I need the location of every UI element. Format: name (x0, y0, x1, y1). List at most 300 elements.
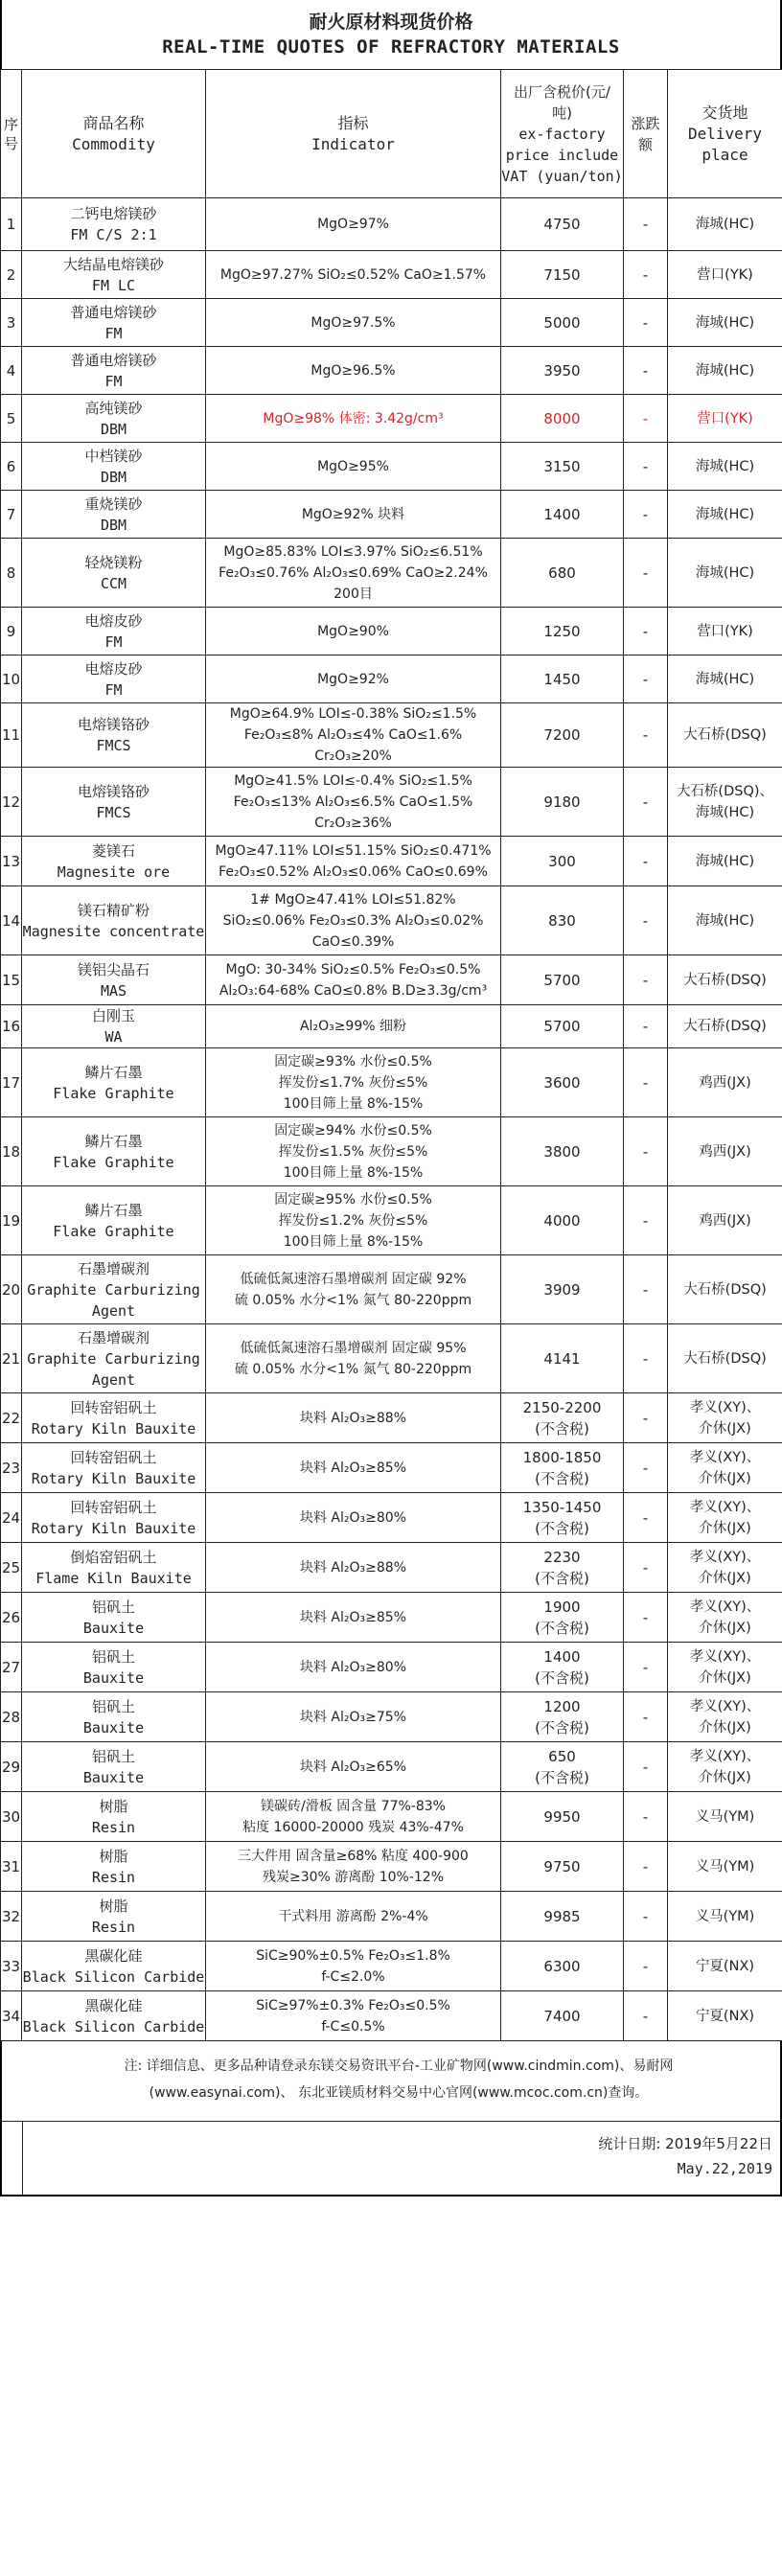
cell-price (501, 1005, 624, 1048)
indicator-line: MgO≥97% (317, 217, 389, 232)
delivery-place-line: 大石桥(DSQ) (683, 1281, 767, 1298)
commodity-name-en: DBM (100, 468, 127, 486)
commodity-name-zh: 铝矾土 (91, 1747, 135, 1765)
header-place-zh: 交货地 (702, 103, 748, 122)
cell-indicator (206, 1692, 501, 1742)
cell-price (501, 1543, 624, 1593)
cell-place (668, 1493, 782, 1543)
header-place-en: Delivery place (687, 124, 763, 164)
commodity-name-en: Resin (91, 1918, 136, 1936)
price-line: 4141 (543, 1349, 581, 1368)
cell-index (1, 656, 22, 703)
header-row (1, 70, 782, 198)
cell-price (501, 491, 624, 539)
commodity-name-en: Flake Graphite (53, 1153, 174, 1171)
indicator-line: MgO≥92% 块料 (301, 506, 405, 522)
price-line: 7400 (543, 2007, 581, 2025)
price-line: 680 (548, 564, 576, 582)
price-change: - (642, 1211, 649, 1230)
header-indicator (206, 70, 501, 198)
price-line: (不含税) (535, 1469, 589, 1487)
cell-index (1, 1593, 22, 1643)
row-number: 10 (1, 670, 21, 688)
indicator-line: Fe₂O₃≤0.52% Al₂O₃≤0.06% CaO≤0.69% (218, 863, 488, 880)
commodity-name-en: Rotary Kiln Bauxite (31, 1519, 196, 1537)
commodity-name-zh: 回转窑铝矾土 (70, 1398, 157, 1416)
indicator-line: MgO≥92% (317, 671, 389, 687)
row-number: 7 (6, 505, 16, 523)
delivery-place-line: 介休(JX) (699, 1570, 751, 1586)
cell-indicator (206, 1593, 501, 1643)
row-number: 8 (6, 564, 16, 582)
cell-price (501, 1692, 624, 1742)
price-line: 9750 (543, 1857, 581, 1875)
commodity-name-zh: 铝矾土 (91, 1598, 135, 1616)
delivery-place-line: 介休(JX) (699, 1769, 751, 1785)
commodity-name-en: Magnesite ore (57, 862, 171, 881)
delivery-place-line: 孝义(XY)、 (689, 1499, 761, 1515)
cell-place (668, 1324, 782, 1393)
cell-indicator (206, 1255, 501, 1324)
table-row (1, 1692, 782, 1742)
indicator-line: 挥发份≤1.7% 灰份≤5% (278, 1074, 428, 1091)
cell-place (668, 1692, 782, 1742)
cell-index (1, 768, 22, 837)
table-row (1, 1593, 782, 1643)
price-line: 3800 (543, 1142, 581, 1161)
delivery-place-line: 介休(JX) (699, 1719, 751, 1736)
cell-change (624, 1117, 668, 1186)
commodity-name-en: Resin (91, 1868, 136, 1886)
price-change: - (642, 1558, 649, 1576)
cell-place (668, 1048, 782, 1117)
indicator-line: 干式料用 游离酚 2%-4% (278, 1908, 428, 1924)
commodity-name-en: Graphite Carburizing Agent (27, 1349, 200, 1389)
row-number: 11 (1, 726, 21, 744)
cell-index (1, 251, 22, 299)
commodity-name-en: DBM (100, 420, 127, 438)
cell-commodity (22, 1593, 206, 1643)
indicator-line: 低硫低氮速溶石墨增碳剂 固定碳 92% (240, 1271, 467, 1287)
commodity-name-zh: 树脂 (99, 1797, 128, 1815)
delivery-place-line: 鸡西(JX) (699, 1074, 751, 1091)
cell-index (1, 299, 22, 347)
row-number: 4 (6, 361, 16, 380)
cell-indicator (206, 198, 501, 251)
commodity-name-en: FMCS (96, 803, 131, 821)
price-line: 1250 (543, 622, 581, 640)
price-line: 1400 (543, 505, 581, 523)
cell-change (624, 886, 668, 955)
cell-indicator (206, 837, 501, 886)
cell-index (1, 1186, 22, 1255)
cell-indicator (206, 1117, 501, 1186)
cell-place (668, 1543, 782, 1593)
cell-indicator (206, 1048, 501, 1117)
delivery-place-line: 营口(YK) (697, 623, 753, 639)
price-line: 650 (548, 1747, 576, 1765)
row-number: 17 (1, 1073, 21, 1092)
price-change: - (642, 726, 649, 744)
commodity-name-en: FM (104, 324, 123, 342)
indicator-line: MgO≥41.5% LOI≤-0.4% SiO₂≤1.5% (234, 772, 472, 789)
delivery-place-line: 义马(YM) (695, 1908, 755, 1924)
row-number: 31 (1, 1857, 21, 1875)
cell-place (668, 1005, 782, 1048)
footer (0, 2122, 782, 2196)
price-line: 7150 (543, 265, 581, 284)
commodity-name-zh: 铝矾土 (91, 1647, 135, 1666)
cell-change (624, 1543, 668, 1593)
table-row (1, 1643, 782, 1692)
cell-commodity (22, 1255, 206, 1324)
table-row (1, 1842, 782, 1892)
cell-commodity (22, 1493, 206, 1543)
price-line: 1400 (543, 1647, 581, 1666)
cell-place (668, 491, 782, 539)
table-row (1, 1117, 782, 1186)
cell-price (501, 955, 624, 1005)
table-row (1, 347, 782, 395)
cell-price (501, 1186, 624, 1255)
table-row (1, 886, 782, 955)
price-change: - (642, 852, 649, 870)
price-change: - (642, 1142, 649, 1161)
commodity-name-en: FM (104, 680, 123, 699)
commodity-name-zh: 树脂 (99, 1847, 128, 1865)
cell-commodity (22, 299, 206, 347)
price-change: - (642, 361, 649, 380)
cell-place (668, 656, 782, 703)
cell-price (501, 1117, 624, 1186)
indicator-line: 块料 Al₂O₃≥88% (299, 1559, 406, 1576)
table-row (1, 608, 782, 656)
cell-indicator (206, 955, 501, 1005)
table-row (1, 703, 782, 768)
cell-commodity (22, 608, 206, 656)
cell-index (1, 347, 22, 395)
commodity-name-en: Flake Graphite (53, 1222, 174, 1240)
delivery-place-line: 大石桥(DSQ) (683, 727, 767, 743)
delivery-place-line: 海城(HC) (695, 506, 755, 522)
row-number: 14 (1, 911, 21, 930)
indicator-line: MgO≥64.9% LOI≤-0.38% SiO₂≤1.5% (229, 706, 477, 722)
commodity-name-en: Bauxite (82, 1718, 145, 1736)
cell-change (624, 1643, 668, 1692)
delivery-place-line: 海城(HC) (695, 804, 755, 820)
cell-change (624, 491, 668, 539)
indicator-line: MgO≥95% (317, 458, 389, 474)
cell-price (501, 1892, 624, 1942)
price-change: - (642, 1349, 649, 1368)
price-change: - (642, 1508, 649, 1527)
cell-index (1, 1255, 22, 1324)
row-number: 21 (1, 1349, 21, 1368)
price-line: 3600 (543, 1073, 581, 1092)
row-number: 18 (1, 1142, 21, 1161)
commodity-name-zh: 铝矾土 (91, 1697, 135, 1715)
commodity-name-en: Flame Kiln Bauxite (35, 1569, 192, 1587)
table-row (1, 1048, 782, 1117)
commodity-name-en: Bauxite (82, 1619, 145, 1637)
cell-commodity (22, 251, 206, 299)
price-line: 1800-1850 (522, 1448, 602, 1466)
cell-place (668, 1742, 782, 1792)
table-row (1, 251, 782, 299)
row-number: 2 (6, 265, 16, 284)
price-change: - (642, 1957, 649, 1975)
cell-indicator (206, 491, 501, 539)
price-line: 1900 (543, 1598, 581, 1616)
commodity-name-en: FM C/S 2:1 (70, 226, 157, 243)
cell-place (668, 347, 782, 395)
cell-place (668, 768, 782, 837)
delivery-place-line: 鸡西(JX) (699, 1212, 751, 1229)
commodity-name-zh: 中档镁砂 (84, 447, 143, 465)
price-change: - (642, 1708, 649, 1726)
cell-change (624, 1742, 668, 1792)
delivery-place-line: 海城(HC) (695, 458, 755, 474)
cell-indicator (206, 1324, 501, 1393)
row-number: 26 (1, 1608, 21, 1626)
table-row (1, 1742, 782, 1792)
cell-commodity (22, 443, 206, 491)
cell-indicator (206, 395, 501, 443)
delivery-place-line: 海城(HC) (695, 362, 755, 379)
cell-change (624, 1186, 668, 1255)
delivery-place-line: 大石桥(DSQ) (683, 972, 767, 988)
row-number: 22 (1, 1409, 21, 1427)
cell-change (624, 1991, 668, 2041)
cell-index (1, 1991, 22, 2041)
cell-indicator (206, 1186, 501, 1255)
header-price-line: 吨) (552, 104, 572, 122)
cell-index (1, 1005, 22, 1048)
header-price-line: price include (505, 146, 619, 164)
indicator-line: MgO≥96.5% (310, 362, 396, 379)
price-line: (不含税) (535, 1718, 589, 1736)
commodity-name-zh: 鳞片石墨 (84, 1063, 143, 1081)
cell-index (1, 1443, 22, 1493)
indicator-line: 固定碳≥93% 水份≤0.5% (274, 1053, 432, 1070)
cell-place (668, 1842, 782, 1892)
price-change: - (642, 1807, 649, 1826)
indicator-line: SiO₂≤0.06% Fe₂O₃≤0.3% Al₂O₃≤0.02% (222, 912, 484, 929)
indicator-line: 三大件用 固含量≥68% 粘度 400-900 (238, 1848, 469, 1864)
cell-index (1, 1393, 22, 1443)
delivery-place-line: 大石桥(DSQ) (683, 1019, 767, 1034)
cell-commodity (22, 1443, 206, 1493)
cell-place (668, 198, 782, 251)
price-change: - (642, 457, 649, 475)
price-line: 830 (548, 911, 576, 930)
commodity-name-zh: 鳞片石墨 (84, 1201, 143, 1219)
cell-change (624, 1443, 668, 1493)
delivery-place-line: 大石桥(DSQ) (683, 1350, 767, 1367)
cell-indicator (206, 1892, 501, 1942)
cell-price (501, 1643, 624, 1692)
header-indicator-en: Indicator (311, 134, 395, 153)
cell-commodity (22, 1892, 206, 1942)
cell-index (1, 395, 22, 443)
title-zh: 耐火原材料现货价格 (309, 12, 473, 33)
cell-place (668, 1255, 782, 1324)
header-indicator-zh: 指标 (337, 113, 369, 132)
table-row (1, 299, 782, 347)
cell-change (624, 837, 668, 886)
row-number: 30 (1, 1807, 21, 1826)
cell-place (668, 1393, 782, 1443)
delivery-place-line: 介休(JX) (699, 1420, 751, 1437)
row-number: 34 (1, 2007, 21, 2025)
price-table (0, 69, 782, 2041)
cell-place (668, 299, 782, 347)
price-line: 300 (548, 852, 576, 870)
cell-change (624, 539, 668, 608)
commodity-name-zh: 石墨增碳剂 (77, 1259, 150, 1277)
indicator-line: 挥发份≤1.2% 灰份≤5% (278, 1212, 428, 1229)
cell-index (1, 1742, 22, 1792)
commodity-name-zh: 普通电熔镁砂 (70, 351, 157, 369)
delivery-place-line: 介休(JX) (699, 1470, 751, 1486)
cell-index (1, 703, 22, 768)
cell-price (501, 703, 624, 768)
indicator-line: 200目 (334, 586, 373, 602)
price-change: - (642, 670, 649, 688)
price-change: - (642, 564, 649, 582)
cell-indicator (206, 1792, 501, 1842)
price-change: - (642, 1608, 649, 1626)
commodity-name-en: FM (104, 372, 123, 390)
price-line: 3150 (543, 457, 581, 475)
commodity-name-zh: 白刚玉 (91, 1007, 135, 1024)
cell-place (668, 608, 782, 656)
cell-indicator (206, 608, 501, 656)
footer-date-cell (23, 2122, 780, 2195)
price-change: - (642, 911, 649, 930)
cell-price (501, 1742, 624, 1792)
table-row (1, 1005, 782, 1048)
cell-change (624, 1255, 668, 1324)
price-change: - (642, 505, 649, 523)
price-line: 4750 (543, 216, 581, 233)
commodity-name-zh: 电熔镁铬砂 (77, 716, 150, 733)
cell-indicator (206, 1942, 501, 1991)
cell-change (624, 299, 668, 347)
table-row (1, 1186, 782, 1255)
cell-place (668, 395, 782, 443)
commodity-name-en: Flake Graphite (53, 1084, 174, 1102)
footnote-line-1: 注: 详细信息、更多品种请登录东镁交易资讯平台-工业矿物网(www.cindmin.com)、易耐网 (124, 2058, 674, 2074)
footnote-line-2: (www.easynai.com)、 东北亚镁质材料交易中心官网(www.mcoc.com.cn)查询。 (149, 2085, 649, 2101)
commodity-name-zh: 电熔镁铬砂 (77, 782, 150, 800)
cell-price (501, 347, 624, 395)
cell-place (668, 1443, 782, 1493)
cell-index (1, 1493, 22, 1543)
delivery-place-line: 义马(YM) (695, 1808, 755, 1825)
cell-place (668, 886, 782, 955)
commodity-name-en: Graphite Carburizing Agent (27, 1280, 200, 1320)
cell-commodity (22, 198, 206, 251)
cell-commodity (22, 1117, 206, 1186)
table-row (1, 198, 782, 251)
header-commodity-zh: 商品名称 (82, 113, 145, 132)
cell-price (501, 198, 624, 251)
cell-index (1, 1692, 22, 1742)
price-change: - (642, 1409, 649, 1427)
delivery-place-line: 孝义(XY)、 (689, 1748, 761, 1764)
cell-index (1, 443, 22, 491)
commodity-name-zh: 倒焰窑铝矾土 (70, 1548, 157, 1566)
cell-place (668, 1942, 782, 1991)
table-row (1, 1991, 782, 2041)
commodity-name-en: Black Silicon Carbide (22, 1967, 205, 1986)
price-line: (不含税) (535, 1768, 589, 1786)
cell-change (624, 1942, 668, 1991)
indicator-line: 100目筛上量 8%-15% (283, 1095, 424, 1112)
cell-change (624, 443, 668, 491)
cell-change (624, 1593, 668, 1643)
indicator-line: Fe₂O₃≤0.76% Al₂O₃≤0.69% CaO≥2.24% (218, 564, 488, 581)
price-line: 8000 (543, 409, 581, 427)
table-row (1, 1255, 782, 1324)
commodity-name-zh: 菱镁石 (91, 841, 135, 860)
cell-price (501, 1593, 624, 1643)
row-number: 23 (1, 1459, 21, 1477)
table-row (1, 1792, 782, 1842)
commodity-name-en: Bauxite (82, 1768, 145, 1786)
cell-index (1, 1048, 22, 1117)
table-row (1, 656, 782, 703)
table-row (1, 1543, 782, 1593)
delivery-place-line: 海城(HC) (695, 217, 755, 232)
price-change: - (642, 1459, 649, 1477)
cell-commodity (22, 1643, 206, 1692)
commodity-name-en: FM LC (91, 276, 136, 294)
cell-place (668, 1792, 782, 1842)
cell-indicator (206, 1443, 501, 1493)
indicator-line: 镁碳砖/滑板 固含量 77%-83% (261, 1798, 446, 1814)
table-row (1, 1393, 782, 1443)
price-change: - (642, 1018, 649, 1035)
delivery-place-line: 海城(HC) (695, 314, 755, 331)
price-line: (不含税) (535, 1569, 589, 1587)
cell-price (501, 1991, 624, 2041)
cell-change (624, 395, 668, 443)
commodity-name-en: CCM (100, 574, 127, 592)
price-line: 9180 (543, 793, 581, 811)
cell-price (501, 1792, 624, 1842)
table-row (1, 443, 782, 491)
cell-place (668, 1117, 782, 1186)
indicator-line: 块料 Al₂O₃≥85% (299, 1609, 406, 1625)
price-change: - (642, 409, 649, 427)
cell-commodity (22, 347, 206, 395)
commodity-name-zh: 回转窑铝矾土 (70, 1448, 157, 1466)
cell-index (1, 1842, 22, 1892)
cell-commodity (22, 1842, 206, 1892)
row-number: 28 (1, 1708, 21, 1726)
cell-change (624, 1842, 668, 1892)
cell-change (624, 1393, 668, 1443)
price-line: 1350-1450 (522, 1498, 602, 1516)
cell-commodity (22, 1742, 206, 1792)
table-row (1, 1443, 782, 1493)
commodity-name-en: Bauxite (82, 1668, 145, 1687)
cell-place (668, 251, 782, 299)
indicator-line: 残炭≥30% 游离酚 10%-12% (262, 1869, 445, 1885)
cell-indicator (206, 1991, 501, 2041)
